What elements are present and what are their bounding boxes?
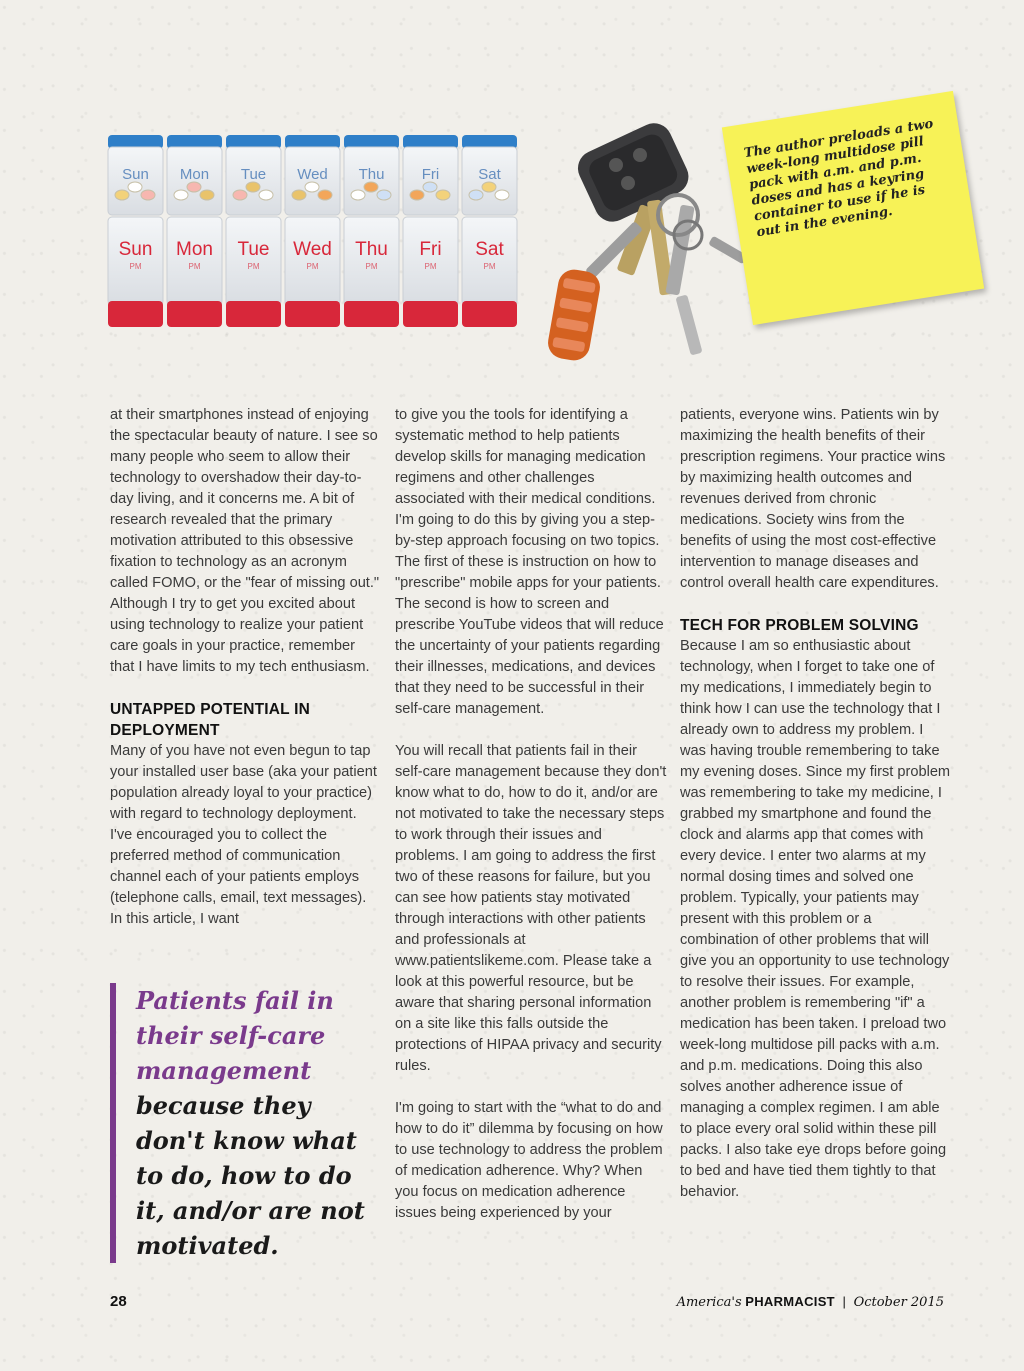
day-label-am: Sun — [122, 166, 149, 183]
time-label-pm: PM — [247, 262, 260, 271]
day-label-am: Tue — [240, 166, 267, 183]
pill-lid-pm — [344, 301, 399, 327]
column-2 — [395, 405, 667, 1224]
body-paragraph: to give you the tools for identifying a systematic method to help patients develop skills for managing medication regimens and other challenges associated with their medical conditions. I'm going to do this by giving you a step-by-step approach focusing on two topics. The first of these is instruction on how to "prescribe" mobile apps for your patients. The second is how to screen and prescribe YouTube videos that will reduce the uncertainty of your patients regarding their illnesses, medications, and devices that they need to be successful in their self-care management. — [395, 407, 664, 717]
pill — [115, 190, 129, 200]
pill — [200, 190, 214, 200]
pill — [351, 190, 365, 200]
pull-quote-text: because they don't know what to do, how to do it, and/or are not motivated. — [136, 1091, 365, 1260]
body-paragraph: I'm going to start with the “what to do and how to do it” dilemma by focusing on how to use technology to address the problem of medication adherence. Why? When you focus on medication adherence issues being experienced by your — [395, 1100, 663, 1221]
column-3 — [680, 405, 952, 1203]
footer-separator: | — [842, 1294, 846, 1309]
day-label-pm: Tue — [237, 239, 270, 260]
pill-lid-pm — [108, 301, 163, 327]
body-paragraph: Many of you have not even begun to tap your installed user base (aka your patient population already loyal to your practice) with regard to technology deployment. I've encouraged you to collect the preferred method of communication channel each of your patients employs (telephone calls, email, text messages). In this article, I want — [110, 743, 377, 927]
pill — [410, 190, 424, 200]
time-label-pm: PM — [424, 262, 437, 271]
pill — [495, 190, 509, 200]
pill — [377, 190, 391, 200]
pill — [141, 190, 155, 200]
pill — [364, 182, 378, 192]
day-label-pm: Fri — [419, 239, 442, 260]
pill-compartment-pm — [403, 217, 458, 305]
time-label-pm: PM — [129, 262, 142, 271]
running-footer — [677, 1294, 944, 1310]
pill — [128, 182, 142, 192]
time-label-pm: PM — [306, 262, 319, 271]
section-heading: TECH FOR PROBLEM SOLVING — [680, 617, 919, 634]
day-label-pm: Sun — [118, 239, 153, 260]
issue-date: October 2015 — [853, 1295, 944, 1310]
day-label-pm: Wed — [293, 239, 332, 260]
column-1 — [110, 405, 382, 930]
day-label-pm: Sat — [475, 239, 504, 260]
day-label-am: Sat — [478, 166, 501, 183]
pill-compartment-pm — [462, 217, 517, 305]
pill — [482, 182, 496, 192]
publication-prefix: America's — [676, 1295, 742, 1310]
body-paragraph: Because I am so enthusiastic about technology, when I forget to take one of my medications, I immediately begin to think how I can use the technology that I already own to address my problem. I was having trouble remembering to take my evening doses. Since my first problem was remembering to take my medicine, I grabbed my smartphone and found the clock and alarms app that comes with every device. I enter two alarms at my normal dosing times and solved one problem. Typically, your patients may present with this problem or a combination of other problems that will give you an opportunity to use technology to resolve their issues. For example, another problem is remembering "if" a medication has been taken. I preload two week-long multidose pill packs with a.m. and p.m. medications. Doing this also solves another adherence issue of managing a complex regimen. I am able to place every oral solid within these pill packs. I also take eye drops before going to bed and have tied them tightly to that behavior. — [680, 638, 951, 1200]
pill-lid-pm — [462, 301, 517, 327]
body-paragraph: patients, everyone wins. Patients win by maximizing the health benefits of their prescription regimens. Your practice wins by maximizing health outcomes and revenues derived from chronic medications. Society wins from the benefits of using the most cost-effective intervention to manage diseases and control overall health care expenditures. — [680, 407, 946, 591]
page-number: 28 — [110, 1293, 127, 1310]
pull-quote — [110, 983, 380, 1263]
pill-compartment-pm — [285, 217, 340, 305]
day-label-am: Fri — [421, 166, 440, 183]
pill — [318, 190, 332, 200]
pill-box — [108, 135, 517, 327]
pill — [233, 190, 247, 200]
pill — [292, 190, 306, 200]
pill-lid-pm — [226, 301, 281, 327]
pill-compartment-pm — [108, 217, 163, 305]
pill — [174, 190, 188, 200]
body-paragraph: You will recall that patients fail in their self-care management because they don't know what to do, how to do it, and/or are not motivated to take the necessary steps to work through their issues and problems. I am going to address the first two of these reasons for failure, but you can see how patients stay motivated through interactions with other patients and professionals at www.patientslikeme.com. Please take a look at this powerful resource, but be aware that sharing personal information on a site like this falls outside the protections of HIPAA privacy and security rules. — [395, 743, 667, 1074]
day-label-am: Mon — [179, 166, 210, 183]
car-keys — [546, 117, 748, 363]
day-label-pm: Mon — [176, 239, 213, 260]
publication-name: PHARMACIST — [745, 1294, 835, 1309]
pill — [423, 182, 437, 192]
pill — [259, 190, 273, 200]
day-label-am: Thu — [358, 166, 385, 183]
pill — [187, 182, 201, 192]
time-label-pm: PM — [483, 262, 496, 271]
day-label-pm: Thu — [355, 239, 388, 260]
section-heading: UNTAPPED POTENTIAL IN DEPLOYMENT — [110, 701, 310, 739]
sticky-note — [722, 91, 984, 325]
pill-lid-pm — [285, 301, 340, 327]
pill-compartment-pm — [167, 217, 222, 305]
time-label-pm: PM — [188, 262, 201, 271]
pill-compartment-pm — [344, 217, 399, 305]
pill-lid-pm — [167, 301, 222, 327]
pill-compartment-pm — [226, 217, 281, 305]
pill — [246, 182, 260, 192]
pill-lid-pm — [403, 301, 458, 327]
pull-quote-highlight: Patients fail in their self-care management — [136, 986, 334, 1085]
pill — [436, 190, 450, 200]
time-label-pm: PM — [365, 262, 378, 271]
day-label-am: Wed — [297, 166, 328, 183]
pill — [305, 182, 319, 192]
body-paragraph: at their smartphones instead of enjoying the spectacular beauty of nature. I see so many people who seem to allow their technology to overshadow their day-to-day living, and it concerns me. A bit of research revealed that the primary motivation attributed to this obsessive fixation to technology as an acronym called FOMO, or the "fear of missing out." Although I try to get you excited about using technology to realize your patient care goals in your practice, remember that I have limits to my tech enthusiasm. — [110, 407, 380, 675]
photo-caption: The author preloads a two week-long multidose pill pack with a.m. and p.m. doses and has a keyring container to use if he is out in the evening. — [743, 116, 935, 241]
pill — [469, 190, 483, 200]
